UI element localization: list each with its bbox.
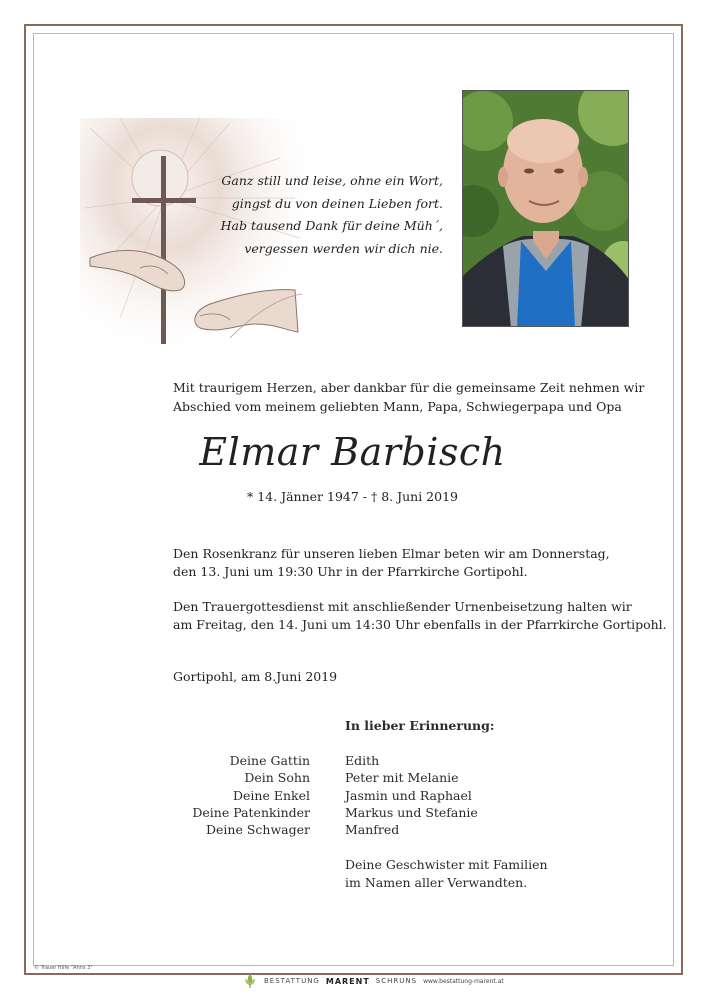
footer-town: SCHRUNS bbox=[375, 977, 418, 985]
copyright-note: © Trauer Hilfe "Ahns 3" bbox=[34, 965, 93, 971]
relative-names: Markus und Stefanie bbox=[345, 805, 478, 820]
service-line: am Freitag, den 14. Juni um 14:30 Uhr ebenfalls in der Pfarrkirche Gortipohl. bbox=[173, 617, 667, 632]
place-date: Gortipohl, am 8.Juni 2019 bbox=[173, 669, 338, 684]
memorial-poem bbox=[180, 170, 443, 260]
relative-label: Dein Sohn bbox=[244, 770, 310, 785]
portrait-photo bbox=[462, 90, 629, 327]
poem-line: Hab tausend Dank für deine Müh´, bbox=[220, 218, 443, 233]
relative-names: Jasmin und Raphael bbox=[345, 788, 472, 803]
closing-line: im Namen aller Verwandten. bbox=[345, 875, 528, 890]
leaf-logo-icon bbox=[242, 973, 258, 989]
relative-names: Manfred bbox=[345, 822, 400, 837]
relative-label: Deine Enkel bbox=[233, 788, 310, 803]
funeral-home-footer bbox=[242, 972, 504, 990]
service-line: Den Trauergottesdienst mit anschließender Urnenbeisetzung halten wir bbox=[173, 599, 632, 614]
deceased-name: Elmar Barbisch bbox=[199, 430, 506, 474]
life-dates: * 14. Jänner 1947 - † 8. Juni 2019 bbox=[247, 489, 458, 504]
poem-line: vergessen werden wir dich nie. bbox=[244, 240, 443, 256]
relative-names: Edith bbox=[345, 753, 380, 768]
poem-line: Ganz still und leise, ohne ein Wort, bbox=[221, 173, 443, 188]
memory-heading: In lieber Erinnerung: bbox=[345, 718, 495, 733]
rosary-line: Den Rosenkranz für unseren lieben Elmar beten wir am Donnerstag, bbox=[173, 546, 610, 561]
footer-prefix: BESTATTUNG bbox=[264, 977, 320, 985]
intro-line: Abschied vom meinem geliebten Mann, Papa, Schwiegerpapa und Opa bbox=[173, 399, 622, 414]
relative-label: Deine Schwager bbox=[206, 822, 310, 837]
relative-label: Deine Gattin bbox=[229, 753, 310, 768]
closing-line: Deine Geschwister mit Familien bbox=[345, 857, 548, 872]
relative-names: Peter mit Melanie bbox=[345, 770, 459, 785]
intro-line: Mit traurigem Herzen, aber dankbar für die gemeinsame Zeit nehmen wir bbox=[173, 380, 645, 395]
rosary-line: den 13. Juni um 19:30 Uhr in der Pfarrkirche Gortipohl. bbox=[173, 564, 528, 579]
poem-line: gingst du von deinen Lieben fort. bbox=[231, 195, 443, 211]
footer-brand: MARENT bbox=[325, 976, 370, 986]
relative-label: Deine Patenkinder bbox=[192, 805, 310, 820]
footer-url[interactable]: www.bestattung-marent.at bbox=[423, 977, 504, 985]
